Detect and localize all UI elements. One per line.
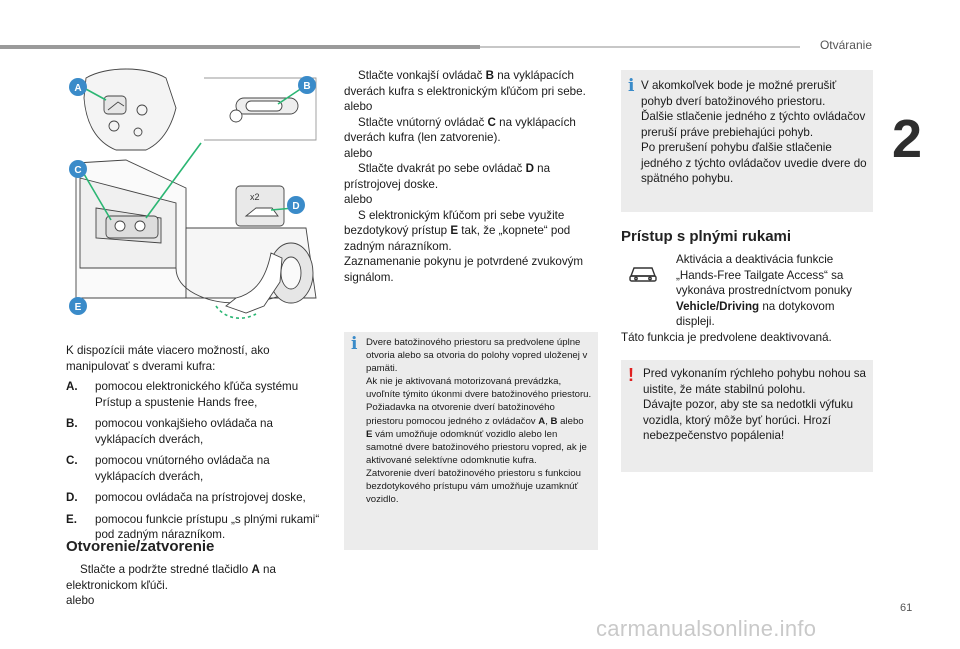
chapter-number: 2 (892, 109, 923, 169)
header-rule-thin (480, 46, 800, 48)
car-settings-icon (628, 262, 658, 284)
button-d-label: x2 (250, 192, 260, 202)
pristup-text: Aktivácia a deaktivácia funkcie „Hands-Free Tailgate Access“ sa vykonáva prostredníctvom ponuky Vehicle/Driving na dotykovom displeji. (676, 253, 852, 328)
label-b: B (303, 81, 311, 92)
warning-icon: ! (628, 365, 634, 385)
info-box-default-opening: i Dvere batožinového priestoru sa predvolene úplne otvoria alebo sa otvoria do polohy vopred uloženej v pamäti. Ak nie je aktivovaná motorizovaná prevádzka, uvoľníte týmito úkonmi dvere batožinového priestoru. Požiadavka na otvorenie dverí batožinového priestoru pomocou jedného z ovládačov A, B alebo E vám umožňuje odomknúť vozidlo alebo len samotné dvere batožinového priestoru vopred, ak je aktivované selektívne odomknutie kufra. Zatvorenie dverí batožinového priestoru s funkciou bezdotykového prístupu vám umožňuje uzamknúť vozidlo. (344, 332, 598, 550)
options-list (66, 379, 326, 549)
tailgate-illustration (66, 68, 326, 330)
label-c: C (74, 165, 82, 176)
heading-otvorenie: Otvorenie/zatvorenie (66, 538, 215, 555)
otvorenie-continued: Stlačte vonkajší ovládač B na vyklápacích dverách kufra s elektronickým kľúčom pri sebe. alebo Stlačte vnútorný ovládač C na vyklápacích dverách kufra (len zatvorenie). alebo Stlačte dvakrát po sebe ovládač D na prístrojovej doske. alebo S elektronickým kľúčom pri sebe využite bezdotykový prístup E tak, že „kopnete“ pod zadným nárazníkom. Zaznamenanie pokynu je potvrdené zvukovým signálom. (344, 69, 586, 284)
list-item: B. pomocou vonkajšieho ovládača na vyklápacích dverách, (66, 417, 273, 446)
section-title: Otváranie (819, 38, 872, 52)
page-number: 61 (900, 602, 913, 614)
label-e: E (74, 302, 82, 313)
info-icon: i (628, 76, 635, 96)
info-box-interrupt: i V akomkoľvek bode je možné prerušiť pohyb dverí batožinového priestoru. Ďalšie stlačenie jedného z týchto ovládačov preruší práve prebiehajúci pohyb. Po prerušení pohybu ďalšie stlačenie jedného z týchto ovládačov uvedie dvere do spätného pohybu. (621, 70, 873, 212)
list-item: E. pomocou funkcie prístupu „s plnými rukami“ pod zadným nárazníkom. (66, 512, 320, 541)
label-a: A (74, 83, 82, 94)
warning-box: ! Pred vykonaním rýchleho pohybu nohou sa uistite, že máte stabilnú polohu. Dávajte pozor, aby ste sa nedotkli výfuku vozidla, ktorý môže byť horúci. Hrozí nebezpečenstvo popálenia! (621, 360, 873, 472)
watermark: carmanualsonline.info (596, 616, 817, 641)
pristup-default: Táto funkcia je predvolene deaktivovaná. (621, 331, 832, 344)
list-item: D. pomocou ovládača na prístrojovej doske, (66, 491, 306, 504)
list-item: C. pomocou vnútorného ovládača na vyklápacích dverách, (66, 454, 270, 483)
heading-pristup: Prístup s plnými rukami (621, 228, 792, 245)
header-rule (0, 45, 480, 49)
label-d: D (292, 201, 300, 212)
list-item: A. pomocou elektronického kľúča systému Prístup a spustenie Hands free, (66, 380, 299, 409)
info-icon: i (351, 334, 358, 354)
intro-text: K dispozícii máte viacero možností, ako manipulovať s dverami kufra: (66, 344, 270, 373)
otvorenie-text: Stlačte a podržte stredné tlačidlo A na elektronickom kľúči. alebo (66, 563, 276, 607)
